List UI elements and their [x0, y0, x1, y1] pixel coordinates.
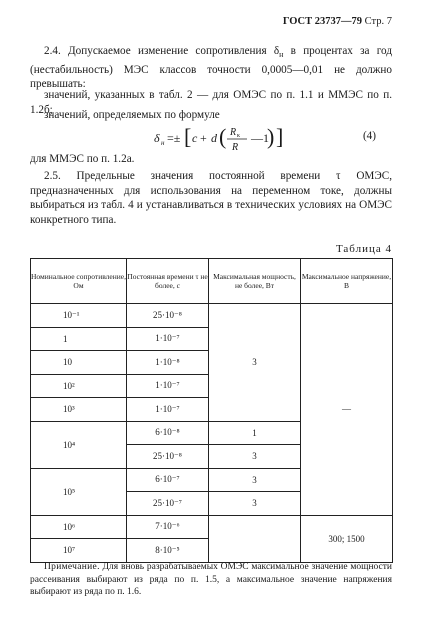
svg-text:]: ] [276, 124, 284, 149]
cell-power-empty [209, 515, 301, 562]
cell-power: 3 [209, 492, 301, 516]
col-header-time-constant: Постоянная времени τ не более, с [127, 259, 209, 304]
table-note [30, 561, 392, 599]
cell-time-constant: 25·10⁻⁸ [127, 304, 209, 328]
cell-resistance: 10 [31, 351, 127, 375]
cell-time-constant: 1·10⁻⁷ [127, 327, 209, 351]
cell-resistance: 10⁴ [31, 421, 127, 468]
svg-text:(: ( [219, 124, 227, 149]
svg-text:): ) [267, 124, 275, 149]
cell-time-constant: 1·10⁻⁷ [127, 374, 209, 398]
cell-resistance: 10⁷ [31, 539, 127, 563]
note-text: Для вновь разрабатываемых ОМЭС максимальное значение мощности рассеивания выбирают из ряда по п. 1.5, а максимальное значение напряжения выбирают из ряда по п. 1.6. [30, 562, 392, 597]
svg-text:к: к [237, 133, 240, 139]
cell-voltage: — [301, 304, 393, 516]
cell-voltage: 300; 1500 [301, 515, 393, 562]
section-2-5: 2.5. Предельные значения постоянной времени τ ОМЭС, предназначенных для использования на переменном токе, должны выбираться из табл. 4 и устанавливаться в технических условиях на ОМЭС конкретного типа. [30, 170, 392, 226]
cell-power: 3 [209, 468, 301, 492]
svg-text:—1: —1 [251, 131, 269, 145]
section-2-4-item2: значений, определяемых по формуле [44, 109, 220, 121]
svg-text:c: c [192, 131, 198, 145]
table-caption: Таблица 4 [335, 243, 392, 255]
cell-resistance: 10⁻¹ [31, 304, 127, 328]
cell-resistance: 10⁵ [31, 468, 127, 515]
col-header-power: Максимальная мощность, не более, Вт [209, 259, 301, 304]
cell-time-constant: 1·10⁻⁸ [127, 351, 209, 375]
cell-power: 3 [209, 445, 301, 469]
table-row [31, 304, 393, 328]
cell-time-constant: 25·10⁻⁸ [127, 445, 209, 469]
cell-time-constant: 7·10⁻⁶ [127, 515, 209, 539]
section-2-4-after: для ММЭС по п. 1.2а. [30, 153, 135, 165]
cell-time-constant: 8·10⁻⁵ [127, 539, 209, 563]
svg-text:[: [ [184, 124, 192, 149]
cell-resistance: 10⁶ [31, 515, 127, 539]
cell-resistance: 10³ [31, 398, 127, 422]
svg-text:d: d [211, 131, 217, 145]
cell-power: 1 [209, 421, 301, 445]
cell-time-constant: 6·10⁻⁷ [127, 468, 209, 492]
page-header [283, 16, 392, 27]
svg-text:+: + [200, 131, 207, 145]
col-header-voltage: Максимальное напряжение, В [301, 259, 393, 304]
standard-number: ГОСТ 23737—79 [282, 16, 363, 27]
page-number: Стр. 7 [364, 16, 392, 27]
svg-text:=±: =± [167, 131, 181, 145]
table-row [31, 515, 393, 539]
cell-time-constant: 25·10⁻⁷ [127, 492, 209, 516]
cell-power: 3 [209, 304, 301, 422]
svg-text:δ: δ [154, 131, 160, 145]
table-header-row [31, 259, 393, 304]
svg-text:н: н [161, 139, 165, 147]
cell-time-constant: 1·10⁻⁷ [127, 398, 209, 422]
col-header-resistance: Номинальное сопротивление, Ом [31, 259, 127, 304]
table-4 [30, 258, 393, 563]
formula-number: (4) [362, 130, 376, 142]
cell-time-constant: 6·10⁻⁸ [127, 421, 209, 445]
section-2-4: 2.4. Допускаемое изменение сопротивления $\delta_н$ в процентах за год (нестабильность) МЭС классов точности 0,0005—0,01 не должно превышать: [30, 45, 393, 91]
cell-resistance: 10² [31, 374, 127, 398]
formula-4 [0, 123, 424, 153]
note-label: Примечание. [44, 562, 100, 572]
section-2-4-item1: значений, указанных в табл. 2 — для ОМЭС по п. 1.1 и ММЭС по п. 1.2б; [30, 89, 392, 116]
cell-resistance: 1 [31, 327, 127, 351]
svg-text:R: R [232, 142, 239, 153]
svg-text:R: R [230, 127, 237, 138]
